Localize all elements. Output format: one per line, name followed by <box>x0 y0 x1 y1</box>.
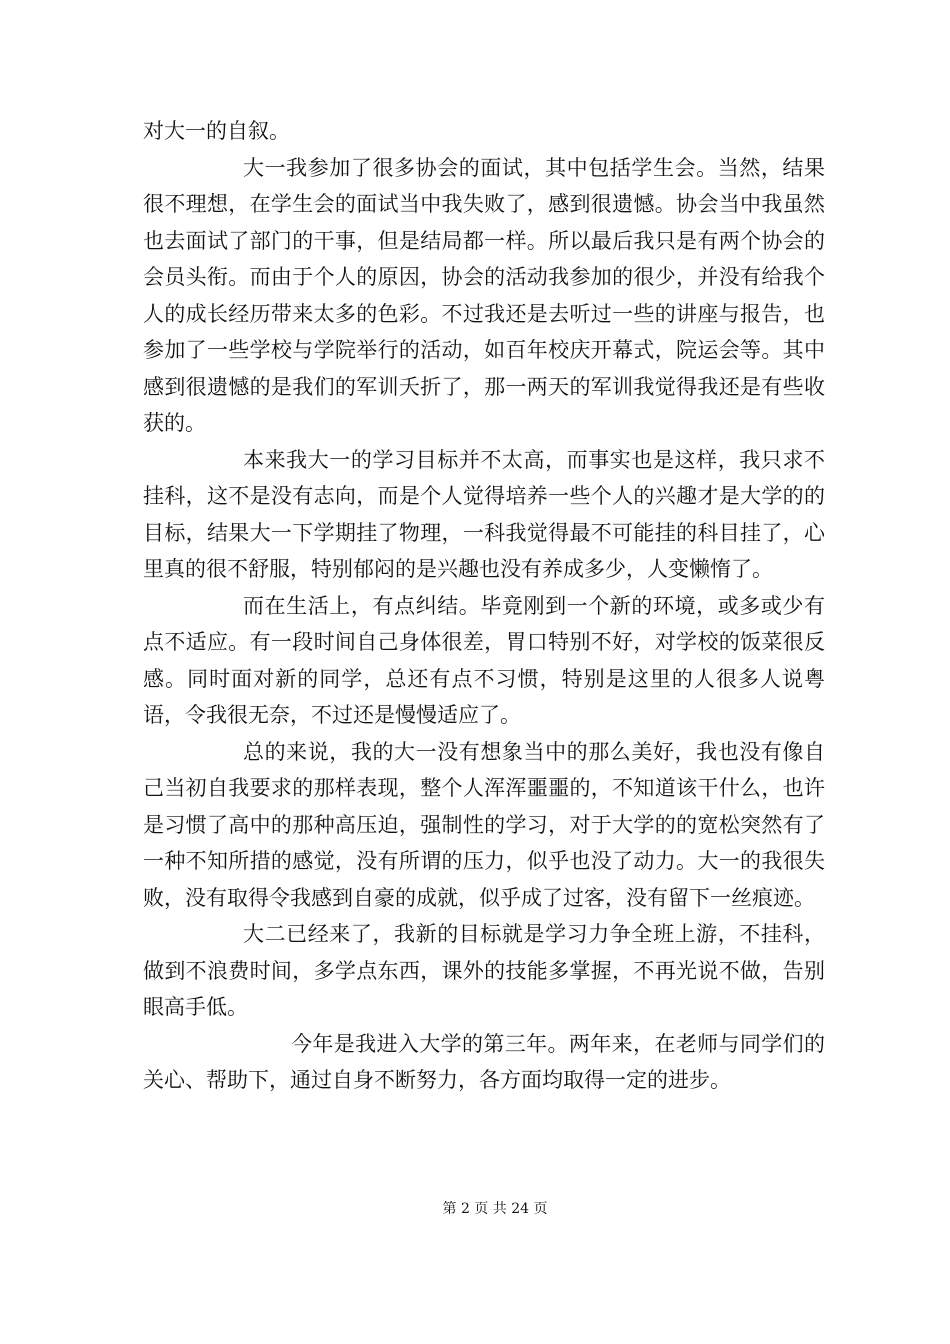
page-footer <box>0 1198 950 1218</box>
paragraph-6: 大二已经来了，我新的目标就是学习力争全班上游，不挂科，做到不浪费时间，多学点东西，课外的技能多掌握，不再光说不做，告别眼高手低。 <box>143 922 825 1019</box>
paragraph-3: 本来我大一的学习目标并不太高，而事实也是这样，我只求不挂科，这不是没有志向，而是个人觉得培养一些个人的兴趣才是大学的的目标，结果大一下学期挂了物理，一科我觉得最不可能挂的科目挂了，心里真的很不舒服，特别郁闷的是兴趣也没有养成多少，人变懒惰了。 <box>143 447 825 581</box>
paragraph-4: 而在生活上，有点纠结。毕竟刚到一个新的环境，或多或少有点不适应。有一段时间自己身体很差，胃口特别不好，对学校的饭菜很反感。同时面对新的同学，总还有点不习惯，特别是这里的人很多人说粤语，令我很无奈，不过还是慢慢适应了。 <box>143 593 825 727</box>
body-text <box>143 113 825 1099</box>
paragraph-7: 今年是我进入大学的第三年。两年来，在老师与同学们的关心、帮助下，通过自身不断努力，各方面均取得一定的进步。 <box>143 1031 825 1092</box>
paragraph-1: 对大一的自叙。 <box>143 119 290 143</box>
paragraph-2: 大一我参加了很多协会的面试，其中包括学生会。当然，结果很不理想，在学生会的面试当中我失败了，感到很遗憾。协会当中我虽然也去面试了部门的干事，但是结局都一样。所以最后我只是有两个协会的会员头衔。而由于个人的原因，协会的活动我参加的很少，并没有给我个人的成长经历带来太多的色彩。不过我还是去听过一些的讲座与报告，也参加了一些学校与学院举行的活动，如百年校庆开幕式，院运会等。其中感到很遗憾的是我们的军训夭折了，那一两天的军训我觉得我还是有些收获的。 <box>143 155 825 435</box>
paragraph-5: 总的来说，我的大一没有想象当中的那么美好，我也没有像自己当初自我要求的那样表现，整个人浑浑噩噩的，不知道该干什么，也许是习惯了高中的那种高压迫，强制性的学习，对于大学的的宽松突然有了一种不知所措的感觉，没有所谓的压力，似乎也没了动力。大一的我很失败，没有取得令我感到自豪的成就，似乎成了过客，没有留下一丝痕迹。 <box>143 739 825 910</box>
page-number: 第 2 页 共 24 页 <box>442 1201 548 1217</box>
